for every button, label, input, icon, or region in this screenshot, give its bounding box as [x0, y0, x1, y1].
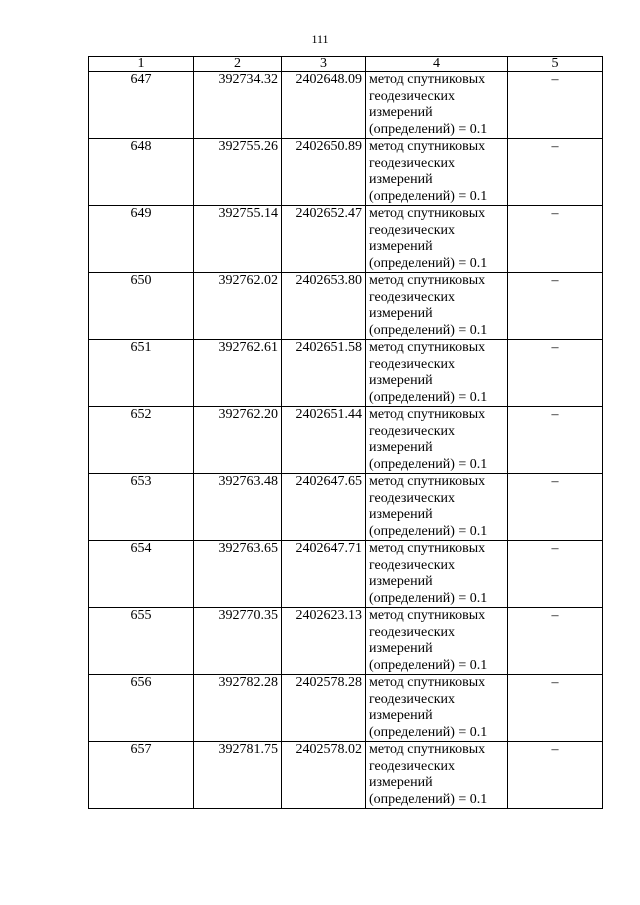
- method-cell: [366, 72, 508, 139]
- y-coordinate-cell: 2402651.44: [282, 407, 366, 474]
- method-line: геодезических: [369, 88, 456, 104]
- header-row: [89, 57, 603, 72]
- note-cell: –: [508, 340, 603, 407]
- method-line: (определений) = 0.1: [369, 456, 488, 472]
- y-coordinate-cell: 2402578.28: [282, 675, 366, 742]
- y-coordinate-cell: 2402652.47: [282, 206, 366, 273]
- note-cell: –: [508, 206, 603, 273]
- point-number-cell: 656: [89, 675, 194, 742]
- method-line: измерений: [369, 708, 433, 723]
- point-number-cell: 649: [89, 206, 194, 273]
- table-row: [89, 340, 603, 407]
- header-col-4: 4: [366, 57, 508, 72]
- header-col-5: 5: [508, 57, 603, 72]
- method-line: измерений: [369, 507, 433, 522]
- method-line: геодезических: [369, 289, 456, 305]
- method-cell: [366, 340, 508, 407]
- y-coordinate-cell: 2402650.89: [282, 139, 366, 206]
- page-number: 111: [311, 32, 329, 46]
- method-line: измерений: [369, 105, 433, 120]
- method-cell: [366, 407, 508, 474]
- header-col-3: 3: [282, 57, 366, 72]
- x-coordinate-cell: 392755.14: [194, 206, 282, 273]
- method-line: геодезических: [369, 758, 456, 774]
- table-row: [89, 474, 603, 541]
- coordinates-table: [88, 56, 603, 809]
- method-line: измерений: [369, 574, 433, 589]
- method-line: метод спутниковых: [369, 541, 486, 556]
- point-number-cell: 654: [89, 541, 194, 608]
- method-cell: [366, 608, 508, 675]
- method-line: геодезических: [369, 691, 456, 707]
- method-line: метод спутниковых: [369, 407, 486, 422]
- method-line: (определений) = 0.1: [369, 523, 488, 539]
- method-cell: [366, 742, 508, 809]
- x-coordinate-cell: 392762.20: [194, 407, 282, 474]
- method-line: (определений) = 0.1: [369, 590, 488, 606]
- method-line: измерений: [369, 239, 433, 254]
- method-line: метод спутниковых: [369, 474, 486, 489]
- method-line: метод спутниковых: [369, 675, 486, 690]
- point-number-cell: 650: [89, 273, 194, 340]
- method-line: метод спутниковых: [369, 742, 486, 757]
- method-line: геодезических: [369, 222, 456, 238]
- table-row: [89, 541, 603, 608]
- table-header: [89, 57, 603, 72]
- method-line: геодезических: [369, 557, 456, 573]
- y-coordinate-cell: 2402647.71: [282, 541, 366, 608]
- method-line: (определений) = 0.1: [369, 322, 488, 338]
- x-coordinate-cell: 392781.75: [194, 742, 282, 809]
- note-cell: –: [508, 608, 603, 675]
- method-line: метод спутниковых: [369, 206, 486, 221]
- note-cell: –: [508, 675, 603, 742]
- note-cell: –: [508, 474, 603, 541]
- method-line: (определений) = 0.1: [369, 255, 488, 271]
- method-line: (определений) = 0.1: [369, 121, 488, 137]
- header-col-1: 1: [89, 57, 194, 72]
- point-number-cell: 647: [89, 72, 194, 139]
- method-line: (определений) = 0.1: [369, 657, 488, 673]
- table-row: [89, 742, 603, 809]
- table-row: [89, 608, 603, 675]
- method-line: метод спутниковых: [369, 139, 486, 154]
- method-line: (определений) = 0.1: [369, 188, 488, 204]
- x-coordinate-cell: 392763.48: [194, 474, 282, 541]
- y-coordinate-cell: 2402651.58: [282, 340, 366, 407]
- x-coordinate-cell: 392755.26: [194, 139, 282, 206]
- x-coordinate-cell: 392762.02: [194, 273, 282, 340]
- note-cell: –: [508, 742, 603, 809]
- method-line: геодезических: [369, 155, 456, 171]
- y-coordinate-cell: 2402578.02: [282, 742, 366, 809]
- note-cell: –: [508, 407, 603, 474]
- table-row: [89, 407, 603, 474]
- method-line: метод спутниковых: [369, 608, 486, 623]
- method-line: геодезических: [369, 423, 456, 439]
- method-line: измерений: [369, 172, 433, 187]
- point-number-cell: 655: [89, 608, 194, 675]
- method-cell: [366, 206, 508, 273]
- note-cell: –: [508, 273, 603, 340]
- y-coordinate-cell: 2402653.80: [282, 273, 366, 340]
- method-line: измерений: [369, 775, 433, 790]
- table-row: [89, 273, 603, 340]
- point-number-cell: 648: [89, 139, 194, 206]
- table-row: [89, 206, 603, 273]
- method-cell: [366, 273, 508, 340]
- note-cell: –: [508, 541, 603, 608]
- method-cell: [366, 675, 508, 742]
- x-coordinate-cell: 392763.65: [194, 541, 282, 608]
- method-line: измерений: [369, 641, 433, 656]
- method-line: геодезических: [369, 356, 456, 372]
- method-cell: [366, 541, 508, 608]
- point-number-cell: 657: [89, 742, 194, 809]
- table-row: [89, 139, 603, 206]
- table-body: [89, 72, 603, 809]
- method-line: измерений: [369, 306, 433, 321]
- method-cell: [366, 139, 508, 206]
- y-coordinate-cell: 2402623.13: [282, 608, 366, 675]
- x-coordinate-cell: 392734.32: [194, 72, 282, 139]
- table-row: [89, 72, 603, 139]
- method-line: (определений) = 0.1: [369, 389, 488, 405]
- method-line: геодезических: [369, 624, 456, 640]
- method-line: (определений) = 0.1: [369, 724, 488, 740]
- method-line: измерений: [369, 373, 433, 388]
- note-cell: –: [508, 72, 603, 139]
- point-number-cell: 652: [89, 407, 194, 474]
- method-line: метод спутниковых: [369, 72, 486, 87]
- method-line: измерений: [369, 440, 433, 455]
- method-line: геодезических: [369, 490, 456, 506]
- method-line: метод спутниковых: [369, 273, 486, 288]
- note-cell: –: [508, 139, 603, 206]
- method-line: (определений) = 0.1: [369, 791, 488, 807]
- method-line: метод спутниковых: [369, 340, 486, 355]
- table-row: [89, 675, 603, 742]
- point-number-cell: 653: [89, 474, 194, 541]
- header-col-2: 2: [194, 57, 282, 72]
- x-coordinate-cell: 392770.35: [194, 608, 282, 675]
- x-coordinate-cell: 392762.61: [194, 340, 282, 407]
- y-coordinate-cell: 2402648.09: [282, 72, 366, 139]
- y-coordinate-cell: 2402647.65: [282, 474, 366, 541]
- method-cell: [366, 474, 508, 541]
- point-number-cell: 651: [89, 340, 194, 407]
- x-coordinate-cell: 392782.28: [194, 675, 282, 742]
